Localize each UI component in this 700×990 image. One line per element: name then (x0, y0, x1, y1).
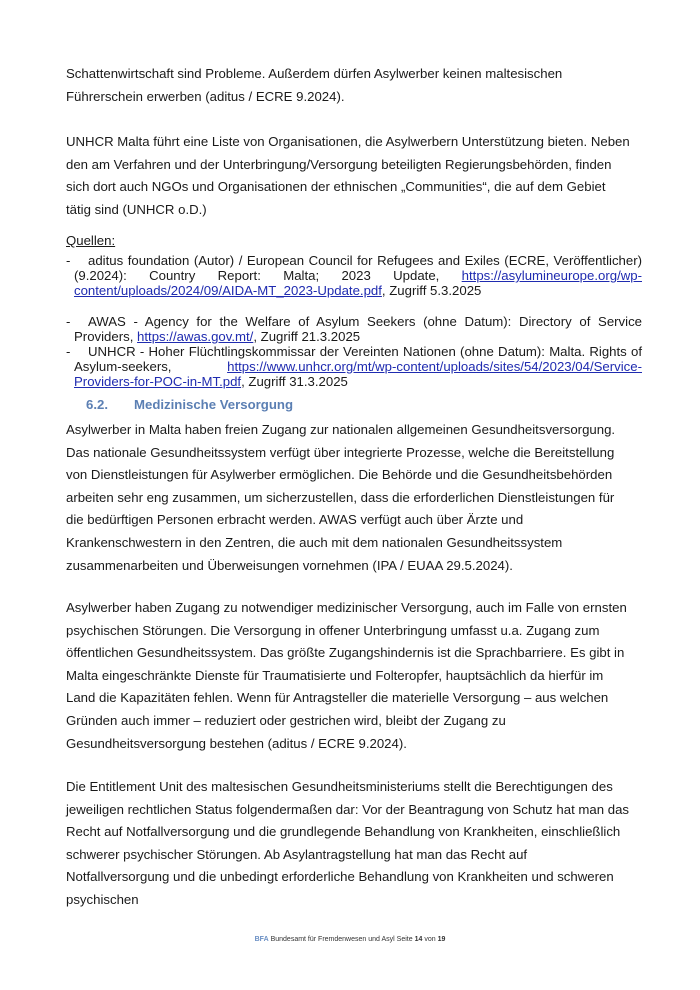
footer-page-total: 19 (437, 936, 446, 943)
footer-page-label: Seite (396, 936, 413, 943)
paragraph-4: Asylwerber haben Zugang zu notwendiger medizinischer Versorgung, auch im Falle von ernsten psychischen Störungen. Die Versorgung in offener Unterbringung umfasst u.a. Zugang zum öffentlichen Gesundheitssystem. Das größte Zugangshindernis ist die Sprachbarriere. Es gibt in Malta eingeschränkte Dienste für Traumatisierte und Folteropfer, hauptsächlich da hierfür im Land die Kapazitäten fehlen. Wenn für Antragsteller die materielle Versorgung – aus welchen Gründen auch immer – reduziert oder gestrichen wird, bleibt der Zugang zu Gesundheitsversorgung bestehen (aditus / ECRE 9.2024). (66, 600, 627, 751)
source-text: aditus foundation (Autor) / European Council for Refugees and Exiles (ECRE, Veröffentlicher) (9.2024): Country Report: Malta; 2023 Update, (74, 253, 642, 283)
section-number: 6.2. (86, 397, 108, 412)
footer-page-of: von (424, 936, 436, 943)
source-access-date: , Zugriff 5.3.2025 (381, 283, 482, 298)
paragraph-5: Die Entitlement Unit des maltesischen Gesundheitsministeriums stellt die Berechtigungen des jeweiligen rechtlichen Status folgendermaßen dar: Vor der Beantragung von Schutz hat man das Recht auf Notfallversorgung und die grundlegende Behandlung von Krankheiten, einschließlich schwerer psychischer Störungen. Ab Asylantragstellung hat man das Recht auf Notfallversorgung und die unbedingt erforderliche Behandlung von Krankheiten und schweren psychischen (66, 779, 630, 907)
source-item-1 (66, 253, 642, 298)
source-item-3 (66, 344, 642, 389)
bfa-logo: BFA (254, 936, 269, 943)
source-text: AWAS - Agency for the Welfare of Asylum Seekers (ohne Datum): Directory of Service Providers, (74, 314, 642, 344)
paragraph-3: Asylwerber in Malta haben freien Zugang zur nationalen allgemeinen Gesundheitsversorgung. Das nationale Gesundheitssystem verfügt über integrierte Prozesse, welche die Bereitstellung von Dienstleistungen für Asylwerber ermöglichen. Die Behörde und die Gesundheitsbehörden arbeiten sehr eng zusammen, um sicherzustellen, dass die erforderlichen Dienstleistungen für die bedürftigen Personen erbracht werden. AWAS verfügt auch über Ärzte und Krankenschwestern in den Zentren, die auch mit dem nationalen Gesundheitssystem zusammenarbeiten und Überweisungen vornehmen (IPA / EUAA 29.5.2024). (66, 422, 616, 573)
source-link-awas[interactable]: https://awas.gov.mt/ (137, 329, 254, 344)
footer-org: Bundesamt für Fremdenwesen und Asyl (270, 936, 395, 943)
list-dash: - (66, 344, 71, 359)
footer-page-current: 14 (414, 936, 423, 943)
source-access-date: , Zugriff 31.3.2025 (241, 374, 348, 389)
paragraph-2: UNHCR Malta führt eine Liste von Organisationen, die Asylwerbern Unterstützung bieten. Neben den am Verfahren und der Unterbringung/Versorgung beteiligten Regierungsbehörden, finden sich dort auch NGOs und Organisationen der ethnischen „Communities“, die auf dem Gebiet tätig sind (UNHCR o.D.) (66, 134, 630, 217)
section-title: Medizinische Versorgung (134, 397, 294, 412)
source-access-date: , Zugriff 21.3.2025 (253, 329, 361, 344)
source-link-unhcr[interactable]: https://www.unhcr.org/mt/wp-content/uploads/sites/54/2023/04/Service-Providers-for-POC-in-MT.pdf (74, 359, 642, 389)
page-footer (0, 935, 700, 945)
list-dash: - (66, 314, 71, 329)
paragraph-1: Schattenwirtschaft sind Probleme. Außerdem dürfen Asylwerber keinen maltesischen Führerschein erwerben (aditus / ECRE 9.2024). (66, 66, 563, 104)
source-text: UNHCR - Hoher Flüchtlingskommissar der Vereinten Nationen (ohne Datum): Malta. Rights of Asylum-seekers, (74, 344, 642, 374)
list-dash: - (66, 253, 71, 268)
section-heading (86, 397, 293, 413)
source-item-2 (66, 314, 642, 344)
sources-heading: Quellen: (66, 233, 116, 248)
source-link-aida[interactable]: https://asylumineurope.org/wp-content/uploads/2024/09/AIDA-MT_2023-Update.pdf (74, 268, 642, 298)
